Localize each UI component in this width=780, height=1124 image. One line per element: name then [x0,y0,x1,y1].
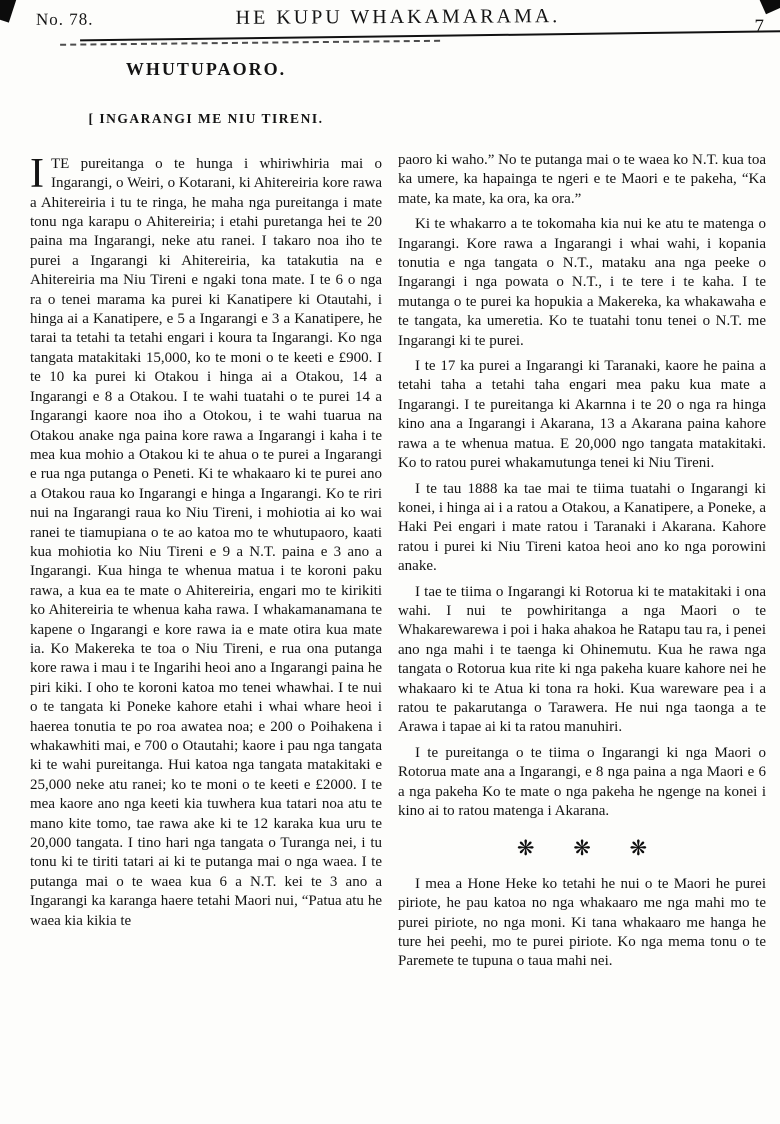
drop-cap: I [30,150,44,197]
article-subtitle: [ INGARANGI ME NIU TIRENI. [88,111,324,127]
paragraph: I tae te tiima o Ingarangi ki Rotorua ki te matakitaki i ona wahi. I nui te powhiritanga a nga Maori o te Whakarewarewa i poi i haka ahakoa he Ratapu tau ra, i penei ano nga mahi i te taenga ki Ohinemutu. Kua he rawa nga tangata o Rotorua kua rite ki nga pakeha kuare kahore nei he whakaaro ki te Atua ki tona ra hoki. Kua wareware pea i a ratou te pakarutanga o Tarawera. He nui nga taonga a te Arawa i tapae ai ki ta ratou manuhiri. [398,583,766,736]
page-header [30,2,766,50]
paragraph: I te 17 ka purei a Ingarangi ki Taranaki, kaore he paina a tetahi taha a tetahi taha engari mea paku kua mate a Ingarangi. I te pureitanga ki Akarnna i te 20 o nga ra hinga kino ana a Ingarangi i Akarana, 13 a Akarana paina kahore rawa a te whenua matua. E 20,000 ngo tangata matakitaki. Ko to ratou purei whakamutunga tenei ki Niu Tireni. [398,358,766,472]
rosette-ornament-icon: ❋ ❋ ❋ [516,836,664,861]
paragraph: I te tau 1888 ka tae mai te tiima tuatahi o Ingarangi ki konei, i hinga ai i a ratou a Otakou, a Kanatipere, a Poneke, a Haki Pei engari i mate ratou i Taranaki i Akarana. Kahore ratou i purei ki Niu Tireni katoa heoi ano ko nga porowini anake. [398,480,766,575]
article-title: WHUTUPAORO. [125,59,287,79]
article-columns [30,50,766,978]
paragraph: paoro ki waho.” No te putanga mai o te waea ko N.T. kua toa ka umere, ka hapainga te ngeri e te Maori e te pakeha, “Ka mate, ka mate, ka ora, ka ora.” [398,152,766,207]
paragraph-lead [30,150,382,931]
masthead-title: HE KUPU WHAKAMARAMA. [235,5,561,29]
scan-artifact-top-left [0,0,18,23]
page-number: 7 [754,16,765,38]
paragraph: I mea a Hone Heke ko tetahi he nui o te Maori he purei piriote, he pau katoa no nga whakaaro me nga mahi mo te purei piriote, no nga moni. Ki tana whakaaro me hanga he ture hei peehi, mo te purei piriote. Ko nga mema tonu o te Paremete te tupuna o taua mahi nei. [398,875,766,970]
issue-number: No. 78. [35,9,94,29]
paragraph: Ki te whakarro a te tokomaha kia nui ke atu te matenga o Ingarangi. Kore rawa a Ingarangi i whai wahi, i kopania tonutia e nga tangata o N.T., mataku ana nga peeke o Ingarangi i nga powata o N.T., i te tere i te kaha. I te mutanga o te purei ka hopukia a Makereka, ka whakawaha e te tangata, ka umeretia. Ko te tuatahi tonu tenei o N.T. me Ingarangi ki te purei. [398,216,766,349]
left-column [30,50,382,978]
right-column [398,50,766,978]
paragraph: I te pureitanga o te tiima o Ingarangi ki nga Maori o Rotorua mate ana a Ingarangi, e 8 nga paina a nga Maori e 6 a nga pakeha Ko te mate o nga pakeha he ngenge na konei i kino ai to ratou matenga i Akarana. [398,744,766,819]
paragraph-lead-text: TE pureitanga o te hunga i whiriwhiria mai o Ingarangi, o Weiri, o Kotarani, ki Ahitereiria kore rawa a Ahitereiria i tu te ringa, he maha nga pureitanga i mate tonu nga karapu o Ahitereiria; i etahi puretanga hei te 20 paina ma Ingarangi, neke atu ranei. I takaro noa iho te purei a Ingarangi ki Ahitereiria, ka tatakutia na e Ahitereiria ma Niu Tireni e ngaki tona mate. I te 6 o nga ra o tenei marama ka purei ki Kanatipere ki Otautahi, i hinga ai a Kanatipere, e 5 a Ingarangi e 3 a Kanatipere, he tarai ta tetahi ta tetahi engari i koura ta Ingarangi. Ko nga tangata matakitaki 15,000, ko te moni o te keeti e £900. I te 10 ka purei ki Otakou i hinga ai a Otakou, 14 a Ingarangi e 8 a Otakou. I te wahi tuatahi o te purei 14 a Ingarangi kaore noa iho a Otokou, i te wahi tuarua na Otakou anake nga paina kore rawa a Ingarangi i kaha i te mea kua mohio a Otakou ki te ahua o te purei a Ingarangi e rua nga putanga o Peneti. Ki te whakaaro ki te purei ano a Otakou raua ko Ingarangi e hinga a Ingarangi. Ko te riri nui na Ingarangi raua ko Niu Tireni, i mohiotia ai ko wai ranei te tiamupiana o te ao katoa mo te whutupaoro, kaati kua mohiotia ko Niu Tireni e 9 a N.T. paina e 3 ano a Ingarangi. Kua hinga te whenua matua i te koroni paku rawa, a kua ea te mate o Ahitereiria, engari mo te kirikiti ko Ahitereiria te whenua kaha rawa. I whakamanamana te kapene o Ingarangi e kore rawa ia e mate otira kua mate ia. Ko Makereka te toa o Niu Tireni, e rua ona putanga kore rawa i mau i te Ingarihi heoi ano a Ingarangi paina he piri kiki. I oho te koroni katoa mo tenei whawhai. I te nui o te tangata ki Poneke kahore etahi i whai whare heoi i haerea tonutia te po roa awatea noa; e 200 o Poihakena i whakawhiti mai, e 700 o Otautahi; kaore i pau nga tangata ki te wahi pureitanga. Hui katoa nga tangata matakitaki e 25,000 neke atu ranei; ko te moni o te keeti e £2000. I te mea kaore ano nga keeti kia tuwhera kua tatari noa atu te mano kite tomo, tae rawa ake ki te 12 karaka kua uru te 20,000 tangata. I tino hari nga tangata o Turanga nei, i tu tonu ki te tiriti tatari ai ki te putanga mai o nga waea. I te putanga mai o te waea kua 6 a N.T. kei te 3 ano a Ingarangi ka karanga haere tetahi Maori nui, “Patua atu he waea kia kikia te [30,155,382,929]
